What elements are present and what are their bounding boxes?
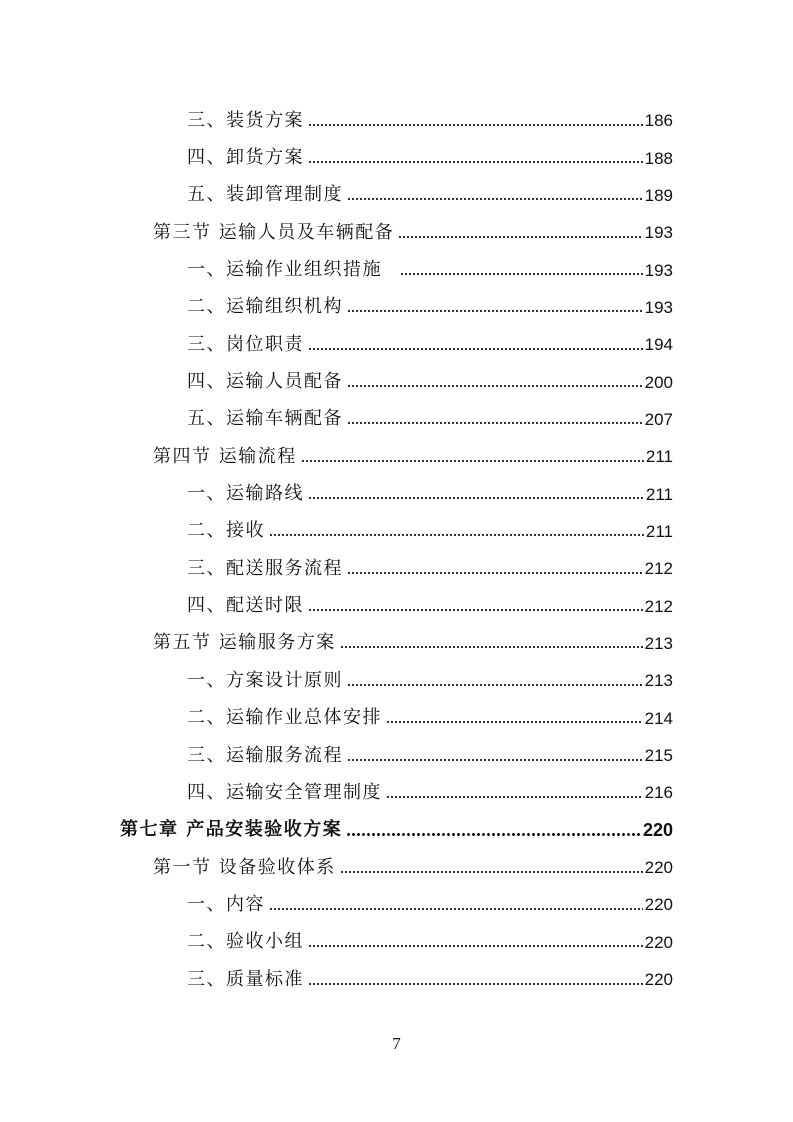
toc-entry-page: 211 [645, 521, 673, 541]
toc-entry-page: 220 [644, 858, 673, 878]
toc-entry[interactable] [0, 139, 793, 176]
dot-leader [347, 422, 643, 424]
toc-entry-page: 194 [644, 335, 673, 355]
toc-entry-title: 二、验收小组 [187, 931, 304, 953]
table-of-contents [0, 102, 793, 998]
page-number: 7 [392, 1034, 401, 1053]
toc-entry-page: 213 [644, 671, 673, 691]
toc-section-entry[interactable] [0, 214, 793, 251]
toc-entry-title: 三、质量标准 [187, 968, 304, 990]
toc-entry-title: 三、配送服务流程 [187, 557, 343, 579]
toc-entry-title: 五、装卸管理制度 [187, 184, 343, 206]
toc-entry[interactable] [0, 326, 793, 363]
toc-entry-page: 207 [644, 409, 673, 429]
toc-entry[interactable] [0, 662, 793, 699]
toc-entry-page: 220 [644, 970, 673, 990]
toc-entry[interactable] [0, 700, 793, 737]
toc-entry[interactable] [0, 961, 793, 998]
dot-leader [269, 534, 644, 536]
toc-entry-title: 一、运输路线 [187, 483, 304, 505]
dot-leader [347, 759, 643, 761]
dot-leader [340, 646, 643, 648]
dot-leader [308, 983, 643, 985]
toc-entry-page: 214 [644, 708, 673, 728]
toc-entry[interactable] [0, 587, 793, 624]
toc-entry-title: 四、运输安全管理制度 [187, 781, 382, 803]
toc-entry-title: 第三节 运输人员及车辆配备 [153, 221, 395, 243]
toc-entry-page: 211 [645, 484, 673, 504]
toc-entry[interactable] [0, 737, 793, 774]
toc-entry-title: 第一节 设备验收体系 [153, 856, 336, 878]
toc-entry[interactable] [0, 475, 793, 512]
toc-entry-title: 四、配送时限 [187, 595, 304, 617]
toc-entry-page: 220 [644, 932, 673, 952]
toc-entry[interactable] [0, 401, 793, 438]
toc-entry-page: 212 [644, 559, 673, 579]
dot-leader [347, 310, 643, 312]
dot-leader [347, 198, 643, 200]
toc-entry-title: 第五节 运输服务方案 [153, 632, 336, 654]
toc-entry-page: 213 [644, 633, 673, 653]
dot-leader [386, 796, 643, 798]
toc-entry-title: 一、内容 [187, 893, 265, 915]
toc-entry[interactable] [0, 886, 793, 923]
toc-section-entry[interactable] [0, 625, 793, 662]
toc-entry-page: 212 [644, 596, 673, 616]
dot-leader [308, 161, 643, 163]
dot-leader [308, 609, 643, 611]
toc-entry-title: 五、运输车辆配备 [187, 408, 343, 430]
toc-chapter-entry[interactable] [0, 812, 793, 849]
toc-entry[interactable] [0, 774, 793, 811]
dot-leader [340, 871, 643, 873]
toc-entry-page: 193 [644, 223, 673, 243]
toc-section-entry[interactable] [0, 849, 793, 886]
toc-entry-title: 第四节 运输流程 [153, 445, 297, 467]
toc-entry-title: 三、岗位职责 [187, 333, 304, 355]
toc-entry[interactable] [0, 924, 793, 961]
dot-leader [308, 124, 643, 126]
dot-leader [308, 945, 643, 947]
dot-leader [308, 348, 643, 350]
toc-entry[interactable] [0, 251, 793, 288]
toc-entry-page: 220 [644, 895, 673, 915]
toc-entry-page: 189 [644, 185, 673, 205]
toc-section-entry[interactable] [0, 438, 793, 475]
toc-entry-page: 193 [644, 260, 673, 280]
toc-entry-title: 一、运输作业组织措施 [187, 259, 397, 281]
toc-entry-title: 第七章 产品安装验收方案 [120, 819, 343, 841]
toc-entry-title: 四、卸货方案 [187, 147, 304, 169]
dot-leader [400, 273, 642, 275]
dot-leader [347, 385, 643, 387]
dot-leader [269, 908, 643, 910]
dot-leader [398, 236, 642, 238]
toc-entry[interactable] [0, 363, 793, 400]
dot-leader [347, 684, 643, 686]
toc-entry-title: 三、运输服务流程 [187, 744, 343, 766]
toc-entry[interactable] [0, 177, 793, 214]
toc-entry-title: 四、运输人员配备 [187, 371, 343, 393]
toc-entry-page: 188 [644, 148, 673, 168]
toc-entry-page: 215 [644, 746, 673, 766]
dot-leader [346, 833, 641, 836]
dot-leader [347, 572, 643, 574]
toc-entry[interactable] [0, 550, 793, 587]
toc-entry-page: 186 [644, 111, 673, 131]
toc-entry-page: 220 [642, 820, 673, 841]
toc-entry-page: 216 [644, 783, 673, 803]
toc-entry-page: 193 [644, 297, 673, 317]
toc-entry[interactable] [0, 102, 793, 139]
dot-leader [301, 460, 644, 462]
toc-entry-title: 三、装货方案 [187, 109, 304, 131]
toc-entry-title: 二、运输作业总体安排 [187, 707, 382, 729]
toc-entry-title: 二、运输组织机构 [187, 296, 343, 318]
dot-leader [386, 721, 643, 723]
toc-entry-page: 200 [644, 372, 673, 392]
toc-entry[interactable] [0, 289, 793, 326]
dot-leader [308, 497, 644, 499]
toc-entry-title: 二、接收 [187, 520, 265, 542]
toc-entry[interactable] [0, 513, 793, 550]
toc-entry-title: 一、方案设计原则 [187, 669, 343, 691]
toc-entry-page: 211 [645, 447, 673, 467]
